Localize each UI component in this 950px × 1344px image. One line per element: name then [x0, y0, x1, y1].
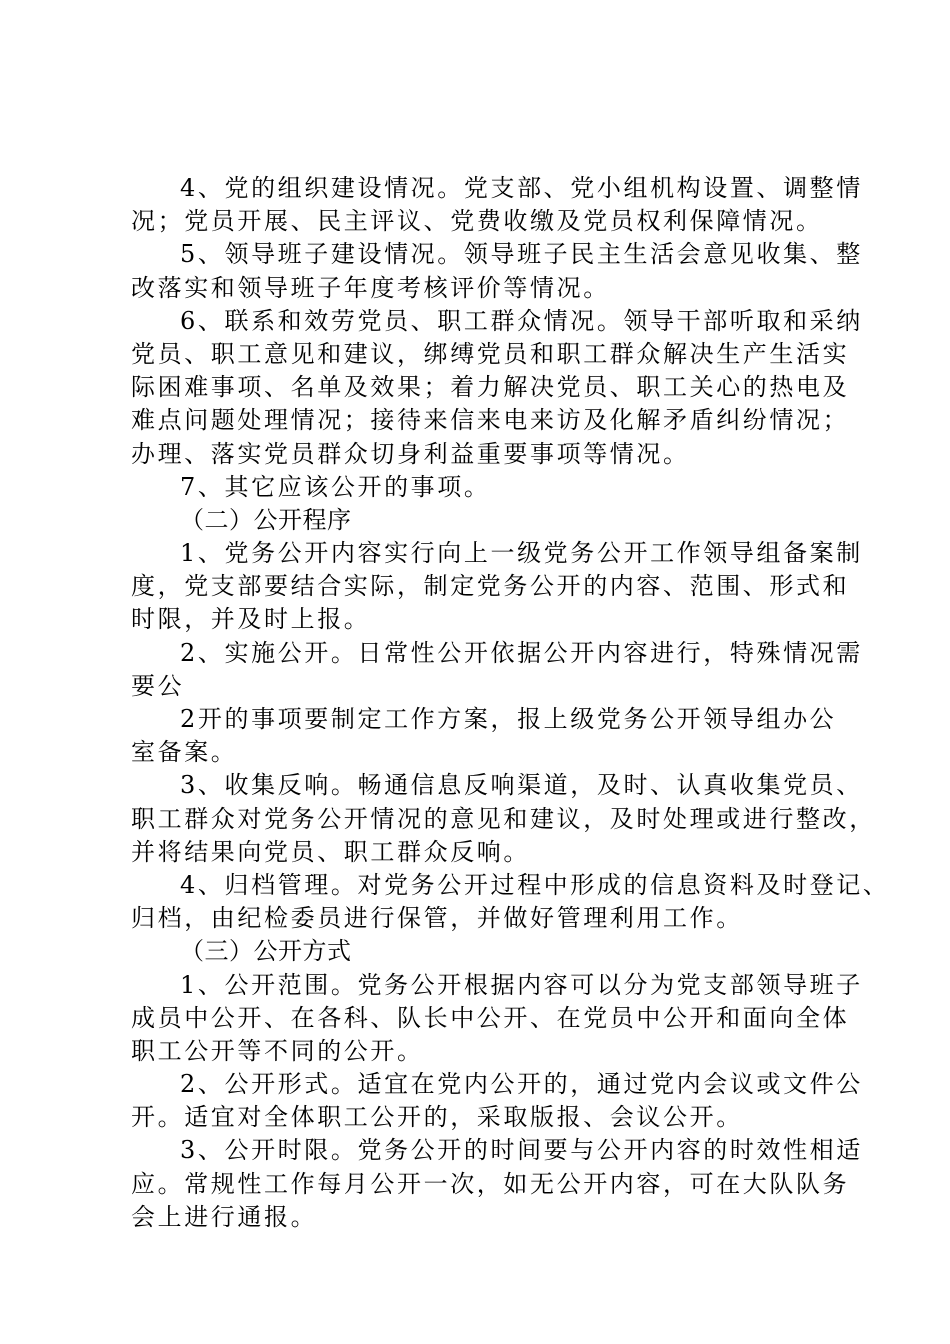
text-line: 2开的事项要制定工作方案，报上级党务公开领导组办公 — [180, 705, 837, 733]
section-heading: （三）公开方式 — [180, 937, 352, 966]
document-body — [131, 172, 890, 1234]
text-line: 4、归档管理。对党务公开过程中形成的信息资料及时登记、 — [180, 870, 890, 899]
text-line: 1、党务公开内容实行向上一级党务公开工作领导组备案制 — [180, 539, 863, 568]
section-heading: （二）公开程序 — [180, 505, 352, 534]
text-line: 室备案。 — [131, 738, 238, 767]
text-line: 2、公开形式。适宜在党内公开的，通过党内会议或文件公 — [180, 1070, 863, 1099]
text-line: 成员中公开、在各科、队长中公开、在党员中公开和面向全体 — [131, 1003, 850, 1032]
text-line: 归档，由纪检委员进行保管，并做好管理利用工作。 — [131, 904, 743, 933]
text-line: 改落实和领导班子年度考核评价等情况。 — [131, 273, 610, 302]
text-line: 3、收集反响。畅通信息反响渠道，及时、认真收集党员、 — [180, 771, 863, 800]
text-line: 际困难事项、名单及效果；着力解决党员、职工关心的热电及 — [131, 373, 850, 402]
text-line: 难点问题处理情况；接待来信来电来访及化解矛盾纠纷情况； — [131, 406, 850, 435]
text-line: 况；党员开展、民主评议、党费收缴及党员权利保障情况。 — [131, 207, 823, 236]
text-line: 4、党的组织建设情况。党支部、党小组机构设置、调整情 — [180, 174, 863, 202]
text-line: 3、公开时限。党务公开的时间要与公开内容的时效性相适 — [180, 1136, 863, 1165]
text-line: 职工群众对党务公开情况的意见和建议，及时处理或进行整改， — [131, 804, 876, 833]
text-line: 1、公开范围。党务公开根据内容可以分为党支部领导班子 — [180, 970, 863, 999]
text-line: 5、领导班子建设情况。领导班子民主生活会意见收集、整 — [180, 240, 863, 269]
text-line: 时限，并及时上报。 — [131, 605, 371, 634]
text-line: 7、其它应该公开的事项。 — [180, 472, 491, 501]
text-line: 应。常规性工作每月公开一次，如无公开内容，可在大队队务 — [131, 1169, 850, 1198]
text-line: 2、实施公开。日常性公开依据公开内容进行，特殊情况需 — [180, 638, 863, 667]
text-line: 要公 — [131, 671, 185, 700]
text-line: 会上进行通报。 — [131, 1202, 318, 1231]
text-line: 并将结果向党员、职工群众反响。 — [131, 837, 530, 866]
text-line: 度，党支部要结合实际，制定党务公开的内容、范围、形式和 — [131, 572, 850, 601]
text-line: 开。适宜对全体职工公开的，采取版报、会议公开。 — [131, 1103, 743, 1132]
text-line: 6、联系和效劳党员、职工群众情况。领导干部听取和采纳 — [180, 306, 863, 335]
text-line: 办理、落实党员群众切身利益重要事项等情况。 — [131, 439, 690, 468]
text-line: 职工公开等不同的公开。 — [131, 1036, 424, 1065]
text-line: 党员、职工意见和建议，绑缚党员和职工群众解决生产生活实 — [131, 339, 850, 368]
